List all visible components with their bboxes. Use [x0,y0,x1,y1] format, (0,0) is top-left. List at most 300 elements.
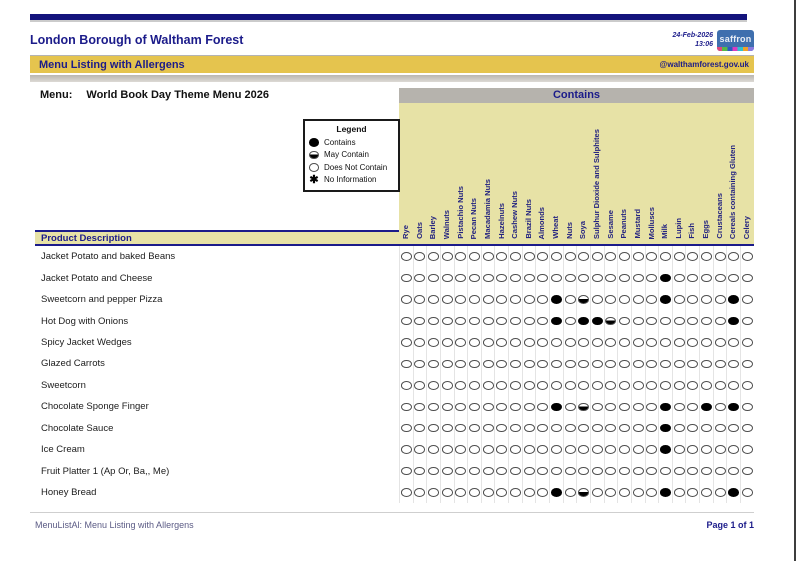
allergen-cell [726,332,740,353]
allergen-cell [645,460,659,481]
does-not-contain-icon [428,445,439,454]
allergen-cell [467,332,481,353]
does-not-contain-icon [428,424,439,433]
allergen-cell [413,353,427,374]
allergen-label: Sesame [605,210,615,239]
does-not-contain-icon [455,252,466,261]
does-not-contain-icon [401,295,412,304]
does-not-contain-icon [728,467,739,476]
allergen-cell [685,289,699,310]
does-not-contain-icon [742,317,753,326]
allergen-cell [713,439,727,460]
allergen-cell [685,460,699,481]
does-not-contain-icon [442,381,453,390]
does-not-contain-icon [401,338,412,347]
allergen-cell [467,375,481,396]
does-not-contain-icon [537,360,548,369]
allergen-cell [440,332,454,353]
report-footer [35,520,754,530]
table-row [35,289,754,310]
allergen-cell [426,396,440,417]
does-not-contain-icon [469,467,480,476]
product-name: Chocolate Sauce [41,422,114,434]
allergen-cell [426,375,440,396]
allergen-cell [590,289,604,310]
allergen-label: Rye [401,225,411,239]
allergen-cell [440,246,454,267]
does-not-contain-icon [687,274,698,283]
does-not-contain-icon [605,467,616,476]
does-not-contain-icon [619,274,630,283]
does-not-contain-icon [674,488,685,497]
allergen-cell [454,267,468,288]
allergen-cell [413,246,427,267]
allergen-column-header [535,103,549,244]
does-not-contain-icon [701,445,712,454]
allergen-cell [481,439,495,460]
allergen-cell [426,267,440,288]
does-not-contain-icon [687,338,698,347]
does-not-contain-icon [496,252,507,261]
allergen-cell [426,460,440,481]
does-not-contain-icon [646,338,657,347]
window-right-edge [794,0,796,561]
does-not-contain-icon [537,445,548,454]
allergen-cell [672,460,686,481]
allergen-cell [699,289,713,310]
does-not-contain-icon [565,488,576,497]
allergen-cell [740,267,754,288]
table-row [35,375,754,396]
allergen-cell [645,310,659,331]
allergen-cell [699,439,713,460]
allergen-cell [631,246,645,267]
does-not-contain-icon [496,317,507,326]
allergen-cell [685,246,699,267]
allergen-cell [399,310,413,331]
allergen-cell [467,289,481,310]
allergen-cell [604,332,618,353]
does-not-contain-icon [510,403,521,412]
allergen-header-area [399,103,754,244]
does-not-contain-icon [742,274,753,283]
does-not-contain-icon [592,424,603,433]
does-not-contain-icon [701,360,712,369]
does-not-contain-icon [646,295,657,304]
product-name: Honey Bread [41,487,97,499]
does-not-contain-icon [674,317,685,326]
allergen-cell [617,267,631,288]
allergen-cell [685,353,699,374]
allergen-label: Pistachio Nuts [455,186,465,239]
does-not-contain-icon [605,488,616,497]
allergen-cell [672,396,686,417]
allergen-cell [522,267,536,288]
allergen-cell [604,310,618,331]
does-not-contain-icon [469,295,480,304]
allergen-cell [645,332,659,353]
does-not-contain-icon [687,403,698,412]
product-name: Sweetcorn [41,379,86,391]
allergen-cell [454,246,468,267]
does-not-contain-icon [728,274,739,283]
allergen-cell [590,353,604,374]
does-not-contain-icon [483,360,494,369]
allergen-cell [713,267,727,288]
allergen-cell [726,246,740,267]
does-not-contain-icon [524,488,535,497]
allergen-cell [508,353,522,374]
allergen-column-header [699,103,713,244]
allergen-label: Almonds [537,206,547,239]
allergen-cell [713,482,727,503]
allergen-cell [576,375,590,396]
allergen-cell [399,289,413,310]
does-not-contain-icon [414,252,425,261]
does-not-contain-icon [578,424,589,433]
allergen-cell [631,460,645,481]
allergen-column-header [576,103,590,244]
does-not-contain-icon [455,338,466,347]
does-not-contain-icon [687,360,698,369]
allergen-cell [467,353,481,374]
allergen-cell [740,353,754,374]
allergen-cell [645,418,659,439]
does-not-contain-icon [442,424,453,433]
does-not-contain-icon [537,467,548,476]
allergen-cell [508,267,522,288]
allergen-cell [467,460,481,481]
report-header [30,27,754,53]
does-not-contain-icon [674,252,685,261]
does-not-contain-icon [442,403,453,412]
does-not-contain-icon [524,445,535,454]
allergen-cell [508,375,522,396]
does-not-contain-icon [674,381,685,390]
does-not-contain-icon [715,381,726,390]
allergen-cell [726,353,740,374]
does-not-contain-icon [469,360,480,369]
does-not-contain-icon [646,360,657,369]
does-not-contain-icon [469,274,480,283]
allergen-cell [563,246,577,267]
does-not-contain-icon [715,403,726,412]
does-not-contain-icon [510,317,521,326]
does-not-contain-icon [701,467,712,476]
allergen-cell [631,439,645,460]
allergen-cell [590,482,604,503]
does-not-contain-icon [496,381,507,390]
allergen-column-header [713,103,727,244]
allergen-column-header [426,103,440,244]
does-not-contain-icon [578,360,589,369]
allergen-cell [617,353,631,374]
allergen-cell [522,460,536,481]
allergen-cell [454,418,468,439]
table-row [35,396,754,417]
allergen-label: Cereals containing Gluten [728,144,738,239]
does-not-contain-icon [674,403,685,412]
allergen-cell [522,332,536,353]
contains-icon [578,317,589,326]
does-not-contain-icon [578,381,589,390]
allergen-cell [563,396,577,417]
does-not-contain-icon [483,467,494,476]
does-not-contain-icon [565,381,576,390]
does-not-contain-icon [687,424,698,433]
does-not-contain-icon [442,467,453,476]
does-not-contain-icon [619,360,630,369]
allergen-cell [522,310,536,331]
does-not-contain-icon [469,424,480,433]
report-datetime [673,31,713,50]
allergen-cell [726,460,740,481]
table-row [35,418,754,439]
allergen-cell [604,353,618,374]
allergen-cell [440,353,454,374]
allergen-cell [631,289,645,310]
allergen-cell [399,418,413,439]
allergen-cell [440,439,454,460]
allergen-cell [399,246,413,267]
allergen-column-header [549,103,563,244]
allergen-cell [454,460,468,481]
allergen-label: Pecan Nuts [469,197,479,239]
contains-icon [660,488,671,497]
does-not-contain-icon [715,424,726,433]
does-not-contain-icon [455,274,466,283]
contains-icon [660,274,671,283]
does-not-contain-icon [524,467,535,476]
no-information-icon: ✱ [309,173,319,186]
table-row [35,439,754,460]
allergen-cell [399,332,413,353]
allergen-cell [672,353,686,374]
allergen-cell [440,482,454,503]
allergen-cell [699,396,713,417]
allergen-cell [399,460,413,481]
does-not-contain-icon [428,274,439,283]
allergen-cell [576,289,590,310]
allergen-cell [413,482,427,503]
may-contain-icon [605,317,616,326]
allergen-cell [440,418,454,439]
contains-icon [309,138,319,147]
allergen-cell [494,460,508,481]
does-not-contain-icon [483,488,494,497]
allergen-cell [413,267,427,288]
does-not-contain-icon [496,445,507,454]
allergen-cell [481,418,495,439]
does-not-contain-icon [524,274,535,283]
allergen-cell [535,353,549,374]
allergen-cell [535,439,549,460]
allergen-cell [508,246,522,267]
allergen-cell [467,439,481,460]
does-not-contain-icon [483,424,494,433]
contains-icon [728,295,739,304]
header-right [673,30,754,51]
does-not-contain-icon [715,445,726,454]
allergen-cell [563,460,577,481]
does-not-contain-icon [565,317,576,326]
allergen-cell [426,439,440,460]
does-not-contain-icon [742,403,753,412]
does-not-contain-icon [455,424,466,433]
allergen-cell [590,396,604,417]
contains-icon [660,424,671,433]
does-not-contain-icon [742,467,753,476]
does-not-contain-icon [483,317,494,326]
does-not-contain-icon [537,488,548,497]
does-not-contain-icon [414,274,425,283]
allergen-cell [563,310,577,331]
allergen-cell [645,267,659,288]
does-not-contain-icon [565,445,576,454]
allergen-cell [713,246,727,267]
does-not-contain-icon [524,360,535,369]
allergen-cell [604,482,618,503]
may-contain-icon [578,488,589,497]
allergen-cell [522,289,536,310]
does-not-contain-icon [674,338,685,347]
allergen-cell [522,482,536,503]
does-not-contain-icon [728,381,739,390]
does-not-contain-icon [496,403,507,412]
allergen-cell [658,332,672,353]
table-row [35,246,754,267]
allergen-cell [699,332,713,353]
allergen-cell [604,375,618,396]
allergen-cell [672,246,686,267]
does-not-contain-icon [592,467,603,476]
allergen-cell [590,332,604,353]
does-not-contain-icon [660,381,671,390]
report-date: 24-Feb-2026 [672,31,713,39]
allergen-column-header [440,103,454,244]
does-not-contain-icon [660,338,671,347]
does-not-contain-icon [701,488,712,497]
does-not-contain-icon [428,317,439,326]
does-not-contain-icon [728,424,739,433]
does-not-contain-icon [469,252,480,261]
allergen-cell [685,267,699,288]
does-not-contain-icon [646,488,657,497]
allergen-cell [713,289,727,310]
does-not-contain-icon [551,252,562,261]
legend-item [309,174,394,187]
allergen-cell [604,439,618,460]
allergen-cell [713,332,727,353]
contains-icon [660,445,671,454]
does-not-contain-icon [578,338,589,347]
allergen-cell [590,375,604,396]
allergen-cell [413,396,427,417]
does-not-contain-icon [619,317,630,326]
allergen-cell [740,460,754,481]
does-not-contain-icon [401,381,412,390]
does-not-contain-icon [551,467,562,476]
allergen-cell [699,353,713,374]
allergen-cell [604,396,618,417]
report-title: Menu Listing with Allergens [39,58,185,71]
allergen-cell [481,396,495,417]
allergen-cell [535,267,549,288]
does-not-contain-icon [442,274,453,283]
does-not-contain-icon [742,295,753,304]
does-not-contain-icon [715,338,726,347]
product-name: Chocolate Sponge Finger [41,401,149,413]
does-not-contain-icon [715,317,726,326]
allergen-cell [699,418,713,439]
allergen-cell [576,310,590,331]
allergen-cell [508,418,522,439]
allergen-cell [685,418,699,439]
allergen-cell [617,482,631,503]
does-not-contain-icon [605,424,616,433]
does-not-contain-icon [455,295,466,304]
table-row [35,310,754,331]
does-not-contain-icon [455,403,466,412]
allergen-column-header [672,103,686,244]
does-not-contain-icon [537,338,548,347]
allergen-cell [440,460,454,481]
allergen-cell [522,353,536,374]
allergen-cell [413,460,427,481]
allergen-cell [740,332,754,353]
allergen-cell [522,375,536,396]
allergen-cell [549,418,563,439]
allergen-label: Cashew Nuts [510,191,520,239]
does-not-contain-icon [537,274,548,283]
allergen-cell [549,396,563,417]
does-not-contain-icon [469,338,480,347]
does-not-contain-icon [619,488,630,497]
does-not-contain-icon [428,488,439,497]
does-not-contain-icon [674,445,685,454]
allergen-cell [426,289,440,310]
allergen-cell [658,246,672,267]
does-not-contain-icon [646,317,657,326]
does-not-contain-icon [537,252,548,261]
allergen-cell [426,310,440,331]
does-not-contain-icon [565,295,576,304]
allergen-column-header [563,103,577,244]
allergen-cell [658,396,672,417]
product-description-header: Product Description [35,230,399,244]
does-not-contain-icon [551,445,562,454]
legend-item [309,161,394,174]
allergen-cell [399,439,413,460]
allergen-cell [549,460,563,481]
does-not-contain-icon [428,381,439,390]
allergen-label: Fish [687,223,697,239]
allergen-cell [563,439,577,460]
does-not-contain-icon [660,360,671,369]
allergen-cell [631,310,645,331]
does-not-contain-icon [401,317,412,326]
allergen-headers [399,103,754,244]
table-row [35,460,754,481]
allergen-cell [467,418,481,439]
allergen-cell [481,289,495,310]
allergen-cell [590,246,604,267]
allergen-cell [576,396,590,417]
allergen-cell [522,439,536,460]
allergen-cell [535,418,549,439]
allergen-cell [426,246,440,267]
does-not-contain-icon [619,445,630,454]
